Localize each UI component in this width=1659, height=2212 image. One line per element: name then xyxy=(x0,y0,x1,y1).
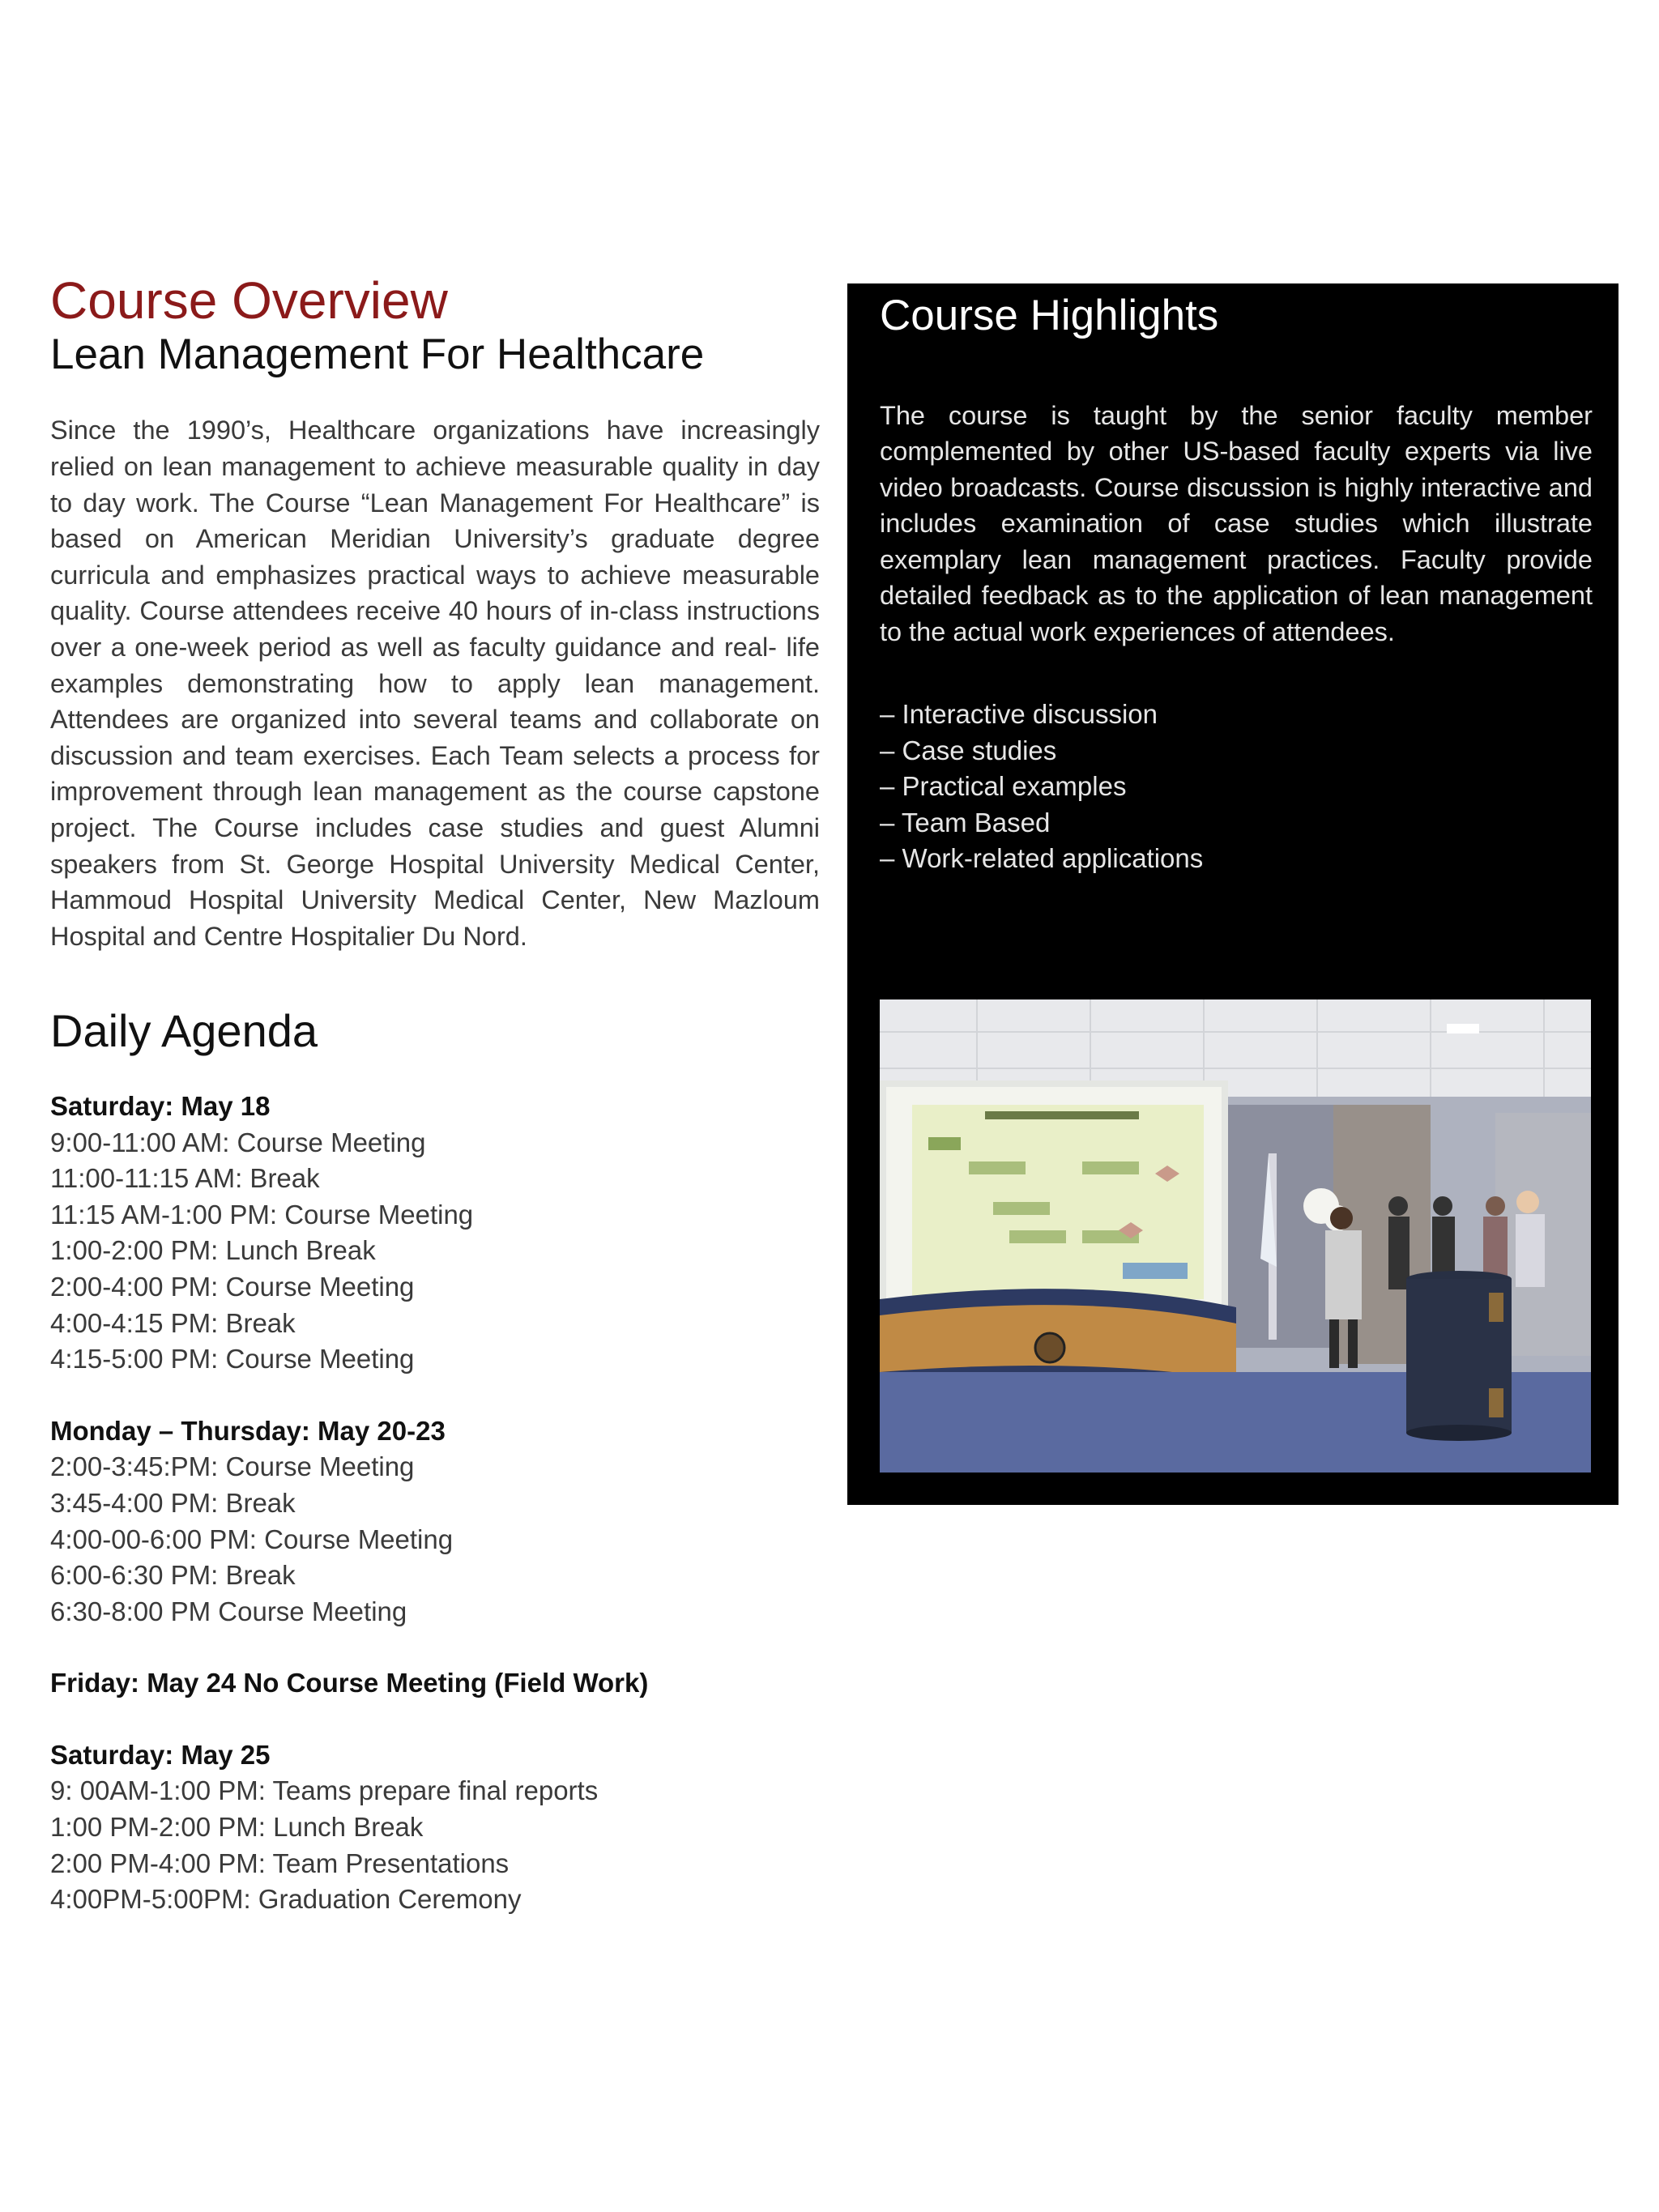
agenda-item: 2:00-3:45:PM: Course Meeting xyxy=(50,1451,415,1482)
highlight-item: – Practical examples xyxy=(880,771,1127,802)
agenda-day-heading: Friday: May 24 No Course Meeting (Field Work) xyxy=(50,1668,649,1698)
overview-subtitle: Lean Management For Healthcare xyxy=(50,330,705,379)
agenda-list xyxy=(50,1089,820,1918)
highlights-list xyxy=(880,697,1593,877)
agenda-title: Daily Agenda xyxy=(50,1005,318,1057)
slide-title-text xyxy=(985,1111,1139,1119)
agenda-day-heading: Saturday: May 25 xyxy=(50,1739,271,1770)
agenda-day xyxy=(50,1737,820,1918)
agenda-item: 1:00 PM-2:00 PM: Lunch Break xyxy=(50,1812,424,1843)
highlights-panel xyxy=(847,283,1618,1505)
agenda-item: 11:00-11:15 AM: Break xyxy=(50,1163,320,1194)
overview-title: Course Overview xyxy=(50,271,448,330)
agenda-item: 4:15-5:00 PM: Course Meeting xyxy=(50,1344,415,1375)
agenda-item: 11:15 AM-1:00 PM: Course Meeting xyxy=(50,1199,474,1230)
agenda-day xyxy=(50,1413,820,1630)
agenda-item: 9:00-11:00 AM: Course Meeting xyxy=(50,1127,426,1157)
highlight-item: – Case studies xyxy=(880,735,1057,765)
agenda-day xyxy=(50,1089,820,1378)
agenda-item: 9: 00AM-1:00 PM: Teams prepare final reports xyxy=(50,1775,599,1806)
agenda-item: 2:00-4:00 PM: Course Meeting xyxy=(50,1271,415,1302)
agenda-item: 4:00PM-5:00PM: Graduation Ceremony xyxy=(50,1884,522,1915)
agenda-item: 3:45-4:00 PM: Break xyxy=(50,1487,296,1518)
agenda-day-heading: Monday – Thursday: May 20-23 xyxy=(50,1415,446,1446)
highlight-item: – Work-related applications xyxy=(880,843,1204,874)
overview-column xyxy=(50,271,820,1954)
agenda-item: 4:00-4:15 PM: Break xyxy=(50,1307,296,1338)
highlights-title: Course Highlights xyxy=(880,292,1219,339)
overview-paragraph: Since the 1990’s, Healthcare organizations have increasingly relied on lean management to achieve measurable quality in day to day work. The Course “Lean Management For Healthcare” is based on American Meridian University’s graduate degree curricula and emphasizes practical ways to achieve measurable quality. Course attendees receive 40 hours of in-class instructions over a one-week period as well as faculty guidance and real- life examples demonstrating how to apply lean management. Attendees are organized into several teams and collaborate on discussion and team exercises. Each Team selects a process for improvement through lean management as the course capstone project. The Course includes case studies and guest Alumni speakers from St. George Hospital University Medical Center, Hammoud Hospital University Medical Center, New Mazloum Hospital and Centre Hospitalier Du Nord. xyxy=(50,416,820,951)
agenda-item: 2:00 PM-4:00 PM: Team Presentations xyxy=(50,1848,510,1878)
highlights-paragraph: The course is taught by the senior faculty member complemented by other US-based faculty experts via live video broadcasts. Course discussion is highly interactive and includes examination of case studies which illustrate exemplary lean management practices. Faculty provide detailed feedback as to the application of lean management to the actual work experiences of attendees. xyxy=(880,400,1593,647)
agenda-item: 1:00-2:00 PM: Lunch Break xyxy=(50,1235,376,1266)
podium-badge xyxy=(1489,1293,1503,1322)
classroom-presentation-photo-icon xyxy=(880,999,1591,1473)
agenda-item: 4:00-00-6:00 PM: Course Meeting xyxy=(50,1524,454,1554)
agenda-item: 6:00-6:30 PM: Break xyxy=(50,1560,296,1591)
agenda-day-heading: Saturday: May 18 xyxy=(50,1090,271,1121)
highlight-item: – Team Based xyxy=(880,807,1051,837)
highlight-item: – Interactive discussion xyxy=(880,699,1158,729)
classroom-photo xyxy=(880,999,1591,1473)
agenda-day xyxy=(50,1665,820,1702)
agenda-item: 6:30-8:00 PM Course Meeting xyxy=(50,1596,407,1626)
